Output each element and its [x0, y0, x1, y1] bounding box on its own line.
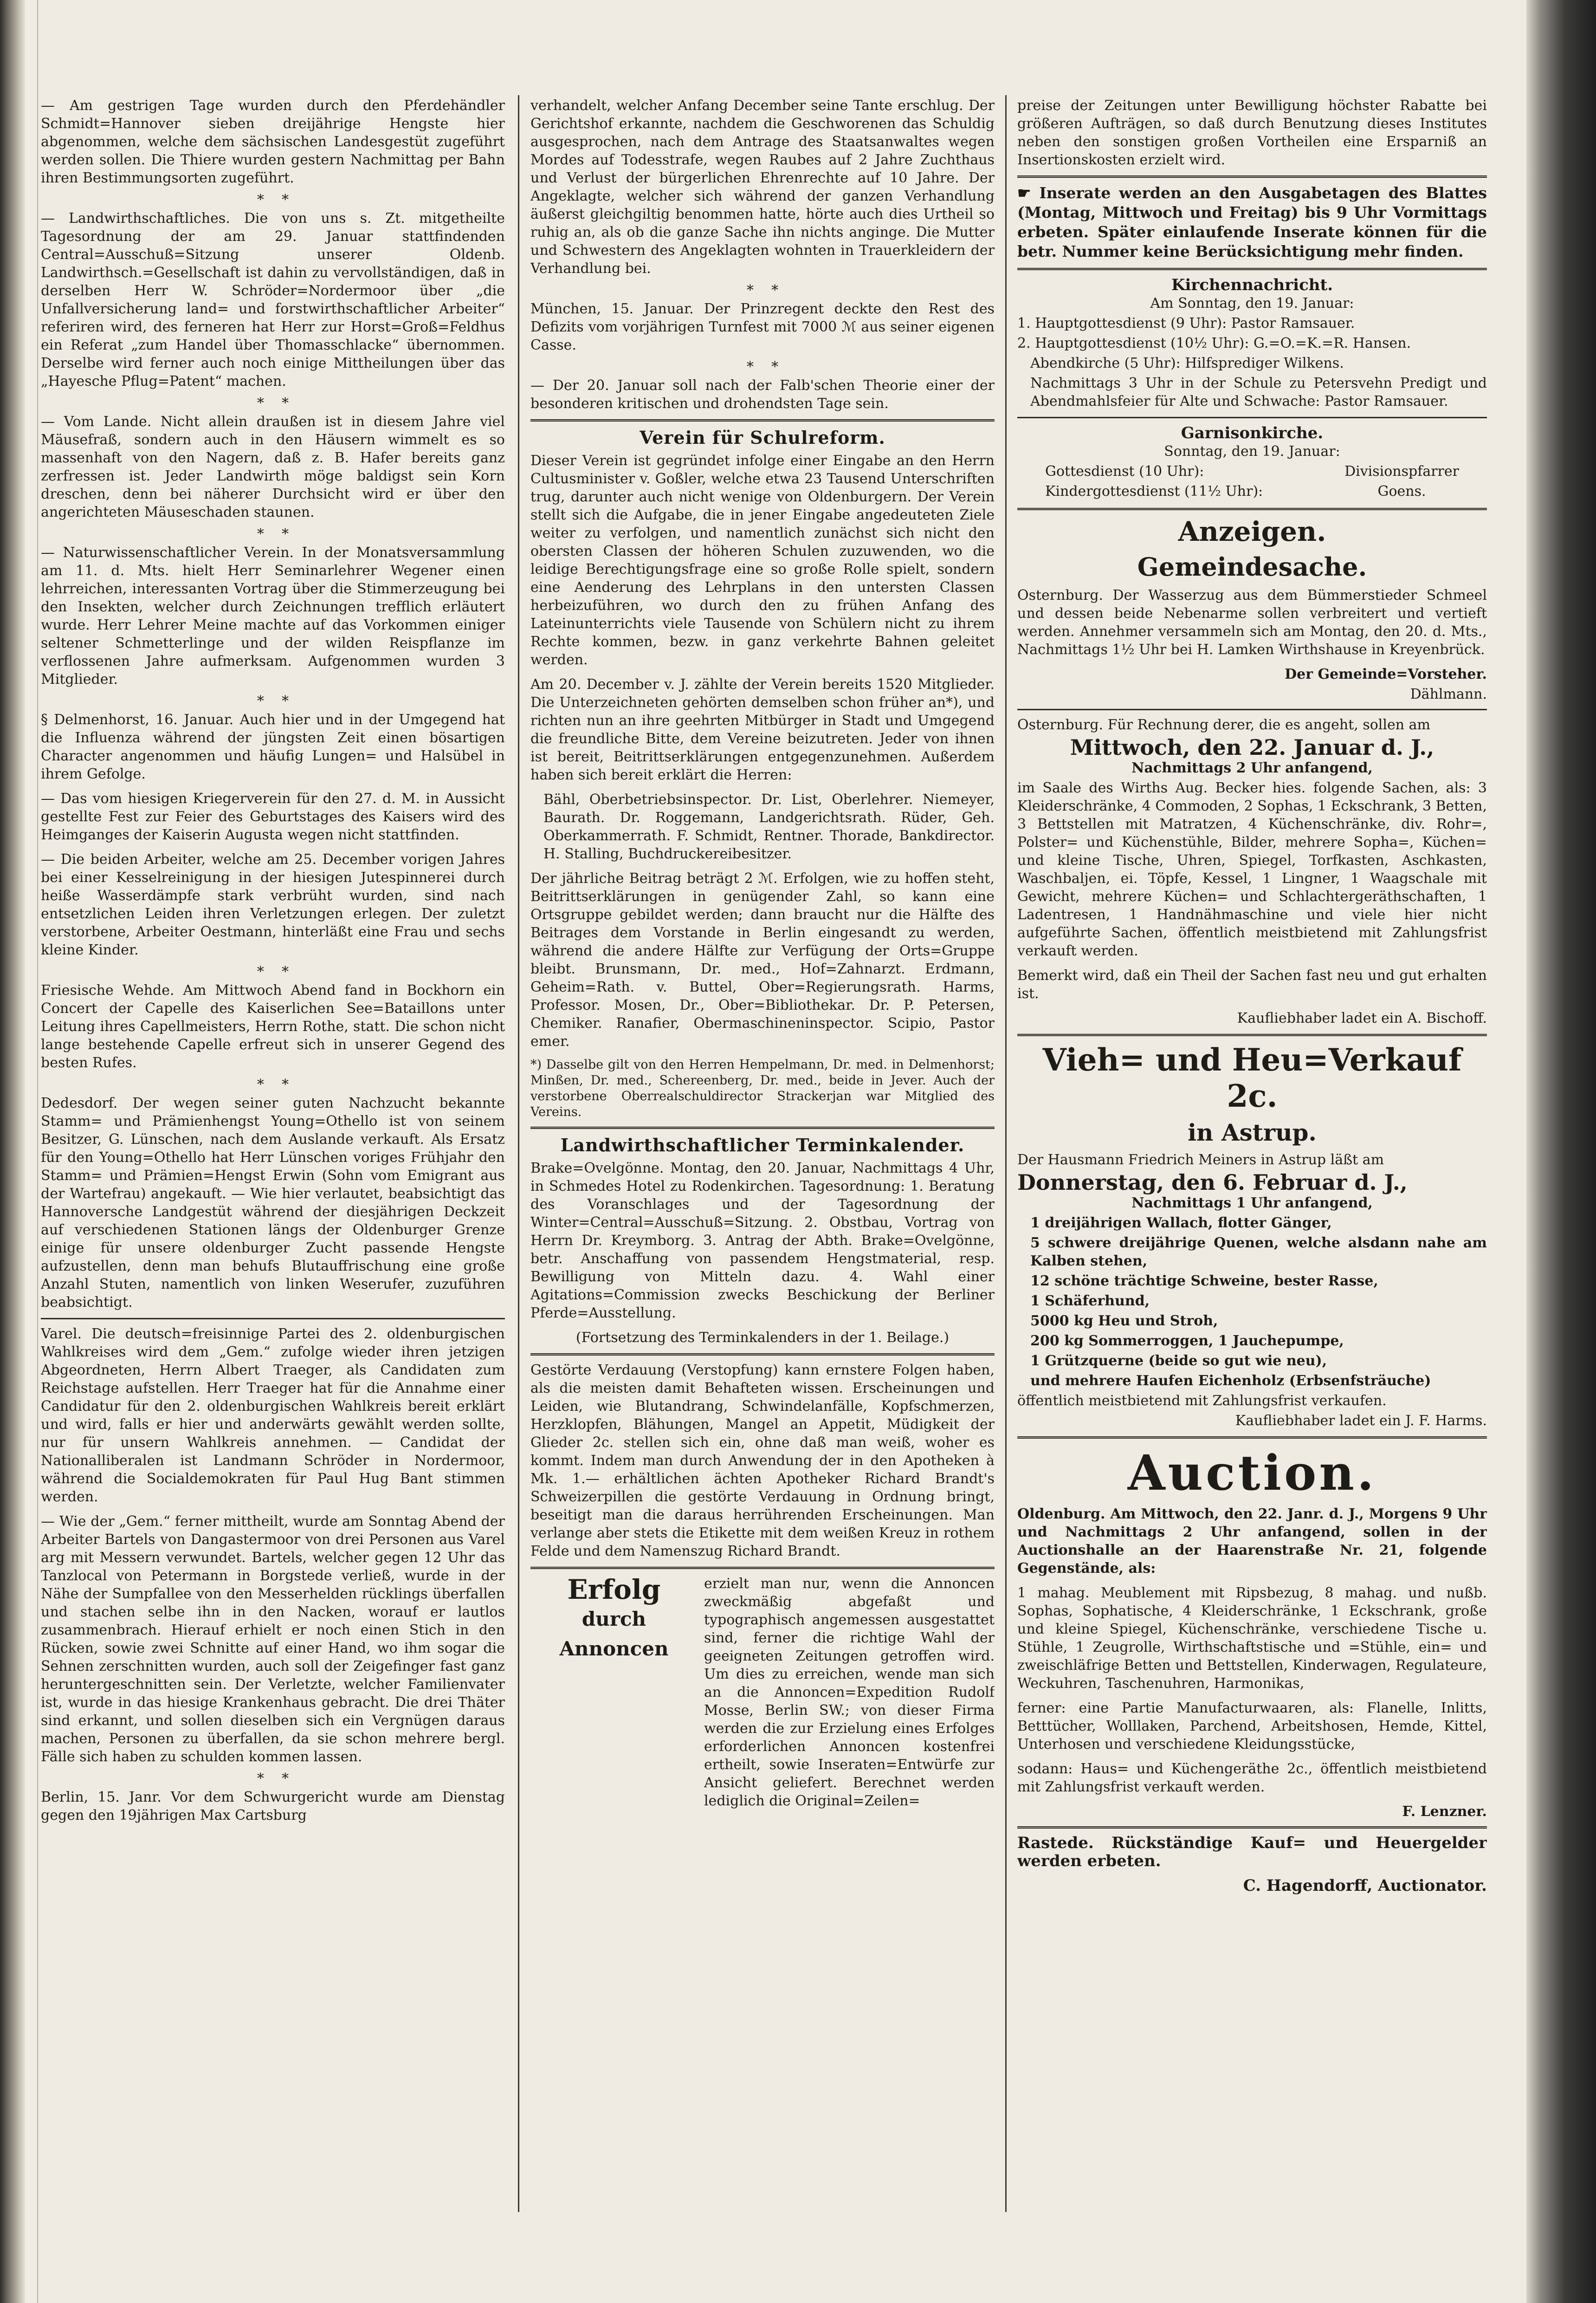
ad-erfolg-durch-annoncen: [530, 1575, 995, 1816]
termin-paragraph: Brake=Ovelgönne. Montag, den 20. Januar, Nachmittags 4 Uhr, in Schmedes Hotel zu Rodenkirchen. Tagesordnung: 1. Beratung des Voranschlages und der Tagesordnung der Winter=Central=Ausschuß=Sitzung. 2. Obstbau, Vortrag von Herrn Dr. Kreymborg. 3. Antrag der Abth. Brake=Ovelgönne, betr. Anschaffung von passendem Hengstmaterial, resp. Bewilligung von Mitteln dazu. 4. Wahl einer Agitations=Commission zwecks Beschickung der Berliner Pferde=Ausstellung.: [530, 1160, 995, 1321]
auction-items-3: sodann: Haus= und Küchengeräthe 2c., öffentlich meistbietend mit Zahlungsfrist verkauft werden.: [1017, 1761, 1487, 1795]
auction-intro: Oldenburg. Am Mittwoch, den 22. Janr. d. J., Morgens 9 Uhr und Nachmittags 2 Uhr anfangend, sollen in der Auctionshalle an der Haarenstraße Nr. 21, folgende Gegenstände, als:: [1017, 1506, 1487, 1576]
ad-erfolg-continued: preise der Zeitungen unter Bewilligung höchster Rabatte bei größeren Aufträgen, so daß durch Benutzung dieses Institutes neben den sonstigen großen Vortheilen eine Ersparniß an Insertionskosten erzielt wird.: [1017, 97, 1487, 168]
heading-auction: Auction.: [1127, 1444, 1377, 1501]
section-rule: [1017, 175, 1487, 178]
heading-gemeindesache: Gemeindesache.: [1137, 552, 1367, 582]
newspaper-page: [41, 0, 1498, 2303]
vieh-signature: Kaufliebhaber ladet ein J. F. Harms.: [1235, 1413, 1487, 1429]
section-rule: [1017, 268, 1487, 270]
heading-anzeigen: Anzeigen.: [1178, 516, 1326, 547]
column-1: [41, 97, 505, 1831]
article-berlin: Berlin, 15. Janr. Vor dem Schwurgericht wurde am Dienstag gegen den 19jährigen Max Cartsburg: [41, 1789, 505, 1823]
kirche-line-3: Abendkirche (5 Uhr): Hilfsprediger Wilkens.: [1030, 355, 1344, 371]
article-varel: Varel. Die deutsch=freisinnige Partei des 2. oldenburgischen Wahlkreises wird dem „Gem.“ zufolge wieder ihren jetzigen Abgeordneten, Herrn Albert Traeger, als Candidaten zum Reichstage aufstellen. Herr Traeger hat für die Annahme einer Candidatur für den 2. oldenburgischen Wahlkreis bereit erklärt und wird, falls er hier und anderwärts gewählt werden sollte, nur für unsern Wahlkreis annehmen. — Candidat der Nationalliberalen ist Landmann Schröder in Nordermoor, während die Socialdemokraten für Paul Hug Bant stimmen werden.: [41, 1326, 505, 1505]
anz-signature-2: Dählmann.: [1410, 686, 1487, 702]
vieh-item-3: 12 schöne trächtige Schweine, bester Rasse,: [1030, 1273, 1378, 1289]
ost-intro: Osternburg. Für Rechnung derer, die es angeht, sollen am: [1017, 717, 1430, 733]
article-landwirthschaftliches: — Landwirthschaftliches. Die von uns s. Zt. mitgetheilte Tagesordnung der am 29. Januar stattfindenden Central=Ausschuß=Sitzung unserer Oldenb. Landwirthsch.=Gesellschaft ist dahin zu vervollständigen, daß in derselben Herr W. Schröder=Nordermoor über „die Unfallversicherung land= und forstwirthschaftlicher Arbeiter“ referiren wird, des ferneren hat Herr zur Horst=Groß=Feldhus ein Referat „zum Handel über Thomasschlacke“ übernommen. Derselbe wird ferner auch noch einige Mittheilungen über das „Hayesche Pflug=Patent“ machen.: [41, 210, 505, 389]
separator-asterisk: * *: [746, 359, 779, 375]
vieh-time: Nachmittags 1 Uhr anfangend,: [1131, 1195, 1373, 1211]
vieh-item-1: 1 dreijährigen Wallach, flotter Gänger,: [1030, 1215, 1332, 1231]
article-hengste: — Am gestrigen Tage wurden durch den Pferdehändler Schmidt=Hannover sieben dreijährige Hengste hier abgenommen, welche dem sächsischen Landesgestüt zugeführt werden sollen. Die Thiere wurden gestern Nachmittag per Bahn ihren Bestimmungsorten zugeführt.: [41, 97, 505, 186]
auction-signature: F. Lenzner.: [1402, 1803, 1487, 1820]
vieh-item-8: und mehrere Haufen Eichenholz (Erbsenfsträuche): [1030, 1373, 1431, 1389]
auction-items-1: 1 mahag. Meublement mit Ripsbezug, 8 mahag. und nußb. Sophas, Sophatische, 4 Kleiderschränke, 1 Eckschrank, große und kleine Spiegel, Küchenschränke, verschiedene Tische u. Stühle, 1 Zeugrolle, Wirthschaftstische und =Stühle, ein= und zweischläfrige Betten und Bettstellen, Kinderwagen, Regulateure, Weckuhren, Taschenuhren, Harmonikas,: [1017, 1585, 1487, 1692]
termin-continuation: (Fortsetzung des Terminkalenders in der 1. Beilage.): [575, 1330, 950, 1346]
vieh-item-4: 1 Schäferhund,: [1030, 1293, 1150, 1309]
heading-garnisonkirche: Garnisonkirche.: [1181, 424, 1324, 442]
separator-asterisk: * *: [746, 282, 779, 298]
kirche-line-2: 2. Hauptgottesdienst (10½ Uhr): G.=O.=K.=R. Hansen.: [1017, 335, 1411, 351]
section-rule: [530, 1567, 995, 1569]
section-rule: [530, 1353, 995, 1356]
left-page-edge: [0, 0, 25, 2303]
separator-asterisk: * *: [257, 693, 289, 709]
article-arbeiter: — Die beiden Arbeiter, welche am 25. December vorigen Jahres bei einer Kesselreinigung in der hiesigen Jutespinnerei durch heiße Wasserdämpfe stark verbrüht wurden, sind nach entsetzlichen Leiden ihren Verletzungen erlegen. Der zuletzt verstorbene, Arbeiter Oestmann, hinterläßt eine Frau und sechs kleine Kinder.: [41, 851, 505, 958]
right-page-edge: [1526, 0, 1596, 2303]
article-muenchen: München, 15. Januar. Der Prinzregent deckte den Rest des Defizits vom vorjährigen Turnfest mit 7000 ℳ aus seiner eigenen Casse.: [530, 301, 995, 353]
article-varel-messer: — Wie der „Gem.“ ferner mittheilt, wurde am Sonntag Abend der Arbeiter Bartels von Dangastermoor von drei Personen aus Varel arg mit Messern verwundet. Bartels, welcher gegen 12 Uhr das Tanzlocal von Petermann in Borgstede verließ, wurde in der Nähe der Sumpfallee von den Messerhelden rücklings überfallen und stachen selbe ihn in den Nacken, worauf er lautlos zusammenbrach. Hierauf erhielt er noch einen Stich in den Rücken, sowie zwei Schnitte auf einer Hand, wo ihm sogar die Sehnen zerschnitten wurden, auch soll der Zeigefinger fast ganz heruntergeschnitten sein. Der Verletzte, welcher Familienvater ist, wurde in das hiesige Krankenhaus gebracht. Die drei Thäter sind erkannt, und sollen dieselben sich ein Vergnügen daraus machen, Personen zu überfallen, da sie schon mehrere bergl. Fälle sich haben zu schulden kommen lassen.: [41, 1513, 505, 1765]
separator-asterisk: * *: [257, 526, 289, 542]
article-20-januar: — Der 20. Januar soll nach der Falb'schen Theorie einer der besonderen kritischen und drohendsten Tage sein.: [530, 377, 995, 412]
article-dedesdorf: Dedesdorf. Der wegen seiner guten Nachzucht bekannte Stamm= und Prämienhengst Young=Othello ist von seinem Besitzer, G. Lünschen, nach dem Auslande verkauft. Als Ersatz für den Young=Othello hat Herr Lünschen voriges Frühjahr den Stamm= und Prämien=Hengst Erwin (Sohn vom Emigrant aus der Wartefrau) angekauft. — Wie hier verlautet, beabsichtigt das Hannoversche Landgestüt während der diesjährigen Deckzeit auf verschiedenen Stationen längs der Oldenburger Grenze einige für unsere oldenburger Zucht passende Hengste aufzustellen, denn man behufs Blutauffrischung eine große Anzahl Stuten, namentlich von linken Weserufer, zuzuführen beabsichtigt.: [41, 1095, 505, 1310]
heading-verein-schulreform: Verein für Schulreform.: [640, 427, 885, 448]
anz-signature-1: Der Gemeinde=Vorsteher.: [1285, 666, 1487, 682]
kirche-line-4: Nachmittags 3 Uhr in der Schule zu Petersvehn Predigt und Abendmahlsfeier für Alte und Schwache: Pastor Ramsauer.: [1030, 375, 1487, 409]
verein-paragraph-4: Der jährliche Beitrag beträgt 2 ℳ. Erfolgen, wie zu hoffen steht, Beitrittserklärungen in genügender Zahl, so kann eine Ortsgruppe gebildet werden; dann braucht nur die Hälfte des Beitrages dem Vorstande in Berlin eingesandt zu werden, während die andere Hälfte zur Verfügung der Orts=Gruppe bleibt. Brunsmann, Dr. med., Hof=Zahnarzt. Erdmann, Geheim=Rath. v. Buttel, Ober=Regierungsrath. Harms, Professor. Mosen, Dr., Ober=Bibliothekar. Dr. P. Petersen, Chemiker. Ranafier, Obermaschineninspector. Scipio, Pastor emer.: [530, 870, 995, 1050]
section-rule: [530, 419, 995, 422]
ost-time: Nachmittags 2 Uhr anfangend,: [1131, 760, 1373, 776]
section-rule: [1017, 1826, 1487, 1829]
heading-vieh-heu-verkauf: Vieh= und Heu=Verkauf 2c.: [1042, 1042, 1462, 1114]
vieh-date: Donnerstag, den 6. Februar d. J.,: [1017, 1170, 1408, 1195]
column-2: [530, 97, 995, 1816]
garnison-preacher-1: Divisionspfarrer: [1344, 463, 1459, 480]
section-rule: [1017, 508, 1487, 510]
vieh-item-5: 5000 kg Heu und Stroh,: [1030, 1313, 1218, 1329]
ad-erfolg-text: erzielt man nur, wenn die Annoncen zweckmäßig abgefaßt und typographisch angemessen ausgestattet sind, ferner die richtige Wahl der geeigneten Zeitungen getroffen wird. Um dies zu erreichen, wende man sich an die Annoncen=Expedition Rudolf Mosse, Berlin SW.; von dieser Firma werden die zur Erzielung eines Erfolges erforderlichen Annoncen kostenfrei ertheilt, sowie Inseraten=Entwürfe zur Ansicht geliefert. Berechnet werden lediglich die Original=Zeilen=: [704, 1576, 995, 1809]
notice-inserate: ☛ Inserate werden an den Ausgabetagen des Blattes (Montag, Mittwoch und Freitag) bis 9 Uhr Vormittags erbeten. Später einlaufende Inserate können für die betr. Nummer keine Berücksichtigung mehr finden.: [1017, 184, 1487, 260]
separator-asterisk: * *: [257, 1077, 289, 1093]
adjacent-page-strip: [25, 0, 38, 2303]
heading-kirchennachricht: Kirchennachricht.: [1171, 276, 1333, 294]
garnison-date: Sonntag, den 19. Januar:: [1164, 443, 1340, 460]
section-rule: [41, 1318, 505, 1319]
ost-date: Mittwoch, den 22. Januar d. J.,: [1070, 735, 1434, 760]
column-3: [1017, 97, 1487, 1897]
garnison-line-1: Gottesdienst (10 Uhr):: [1045, 463, 1204, 480]
kirche-line-1: 1. Hauptgottesdienst (9 Uhr): Pastor Ramsauer.: [1017, 315, 1355, 331]
section-rule: [1017, 1034, 1487, 1036]
section-rule: [530, 1127, 995, 1129]
ad-erfolg-head2: durch Annoncen: [559, 1608, 669, 1660]
separator-asterisk: * *: [257, 192, 289, 208]
verein-paragraph-1: Dieser Verein ist gegründet infolge einer Eingabe an den Herrn Cultusminister v. Goßler, welche etwa 23 Tausend Unterschriften trug, darunter auch nicht wenige von Oldenburgern. Der Verein stellt sich die Aufgabe, die in jener Eingabe angedeuteten Ziele weiter zu verfolgen, und namentlich zunächst sich nicht den obersten Classen der höheren Schulen zuzuwenden, wo die leidige Berechtigungsfrage eine so große Rolle spielt, sondern eine Aenderung des Lehrplans in den untersten Classen herbeizuführen, wo durch den zu frühen Anfang des Lateinunterrichts viele Tausende von Schülern nicht zu ihrem Rechte kommen, bezw. in ganz verkehrte Bahnen geleitet werden.: [530, 453, 995, 668]
vieh-item-6: 200 kg Sommerroggen, 1 Jauchepumpe,: [1030, 1333, 1344, 1349]
section-rule: [1017, 417, 1487, 418]
article-berlin-continued: verhandelt, welcher Anfang December seine Tante erschlug. Der Gerichtshof erkannte, nachdem die Geschworenen das Schuldig ausgesprochen, nach dem Antrage des Staatsanwaltes wegen Mordes auf Todesstrafe, wegen Raubes auf 2 Jahre Zuchthaus und Verlust der bürgerlichen Ehrenrechte auf 10 Jahre. Der Angeklagte, welcher sich während der ganzen Verhandlung äußerst gleichgiltig benommen hatte, hörte auch dies Urtheil so ruhig an, als ob die ganze Sache ihn nichts anginge. Die Mutter und Schwestern des Angeklagten wohnten in Trauerkleidern der Verhandlung bei.: [530, 97, 995, 277]
vieh-terms: öffentlich meistbietend mit Zahlungsfrist verkaufen.: [1017, 1393, 1387, 1409]
vieh-intro: Der Hausmann Friedrich Meiners in Astrup läßt am: [1017, 1152, 1384, 1168]
verein-members-1: Bähl, Oberbetriebsinspector. Dr. List, Oberlehrer. Niemeyer, Baurath. Dr. Roggemann, Landgerichtsrath. Rüder, Geh. Oberkammerrath. F. Schmidt, Rentner. Thorade, Bankdirector. H. Stalling, Buchdruckereibesitzer.: [543, 791, 995, 862]
kirche-date: Am Sonntag, den 19. Januar:: [1150, 295, 1354, 311]
article-friesische-wehde: Friesische Wehde. Am Mittwoch Abend fand in Bockhorn ein Concert der Capelle des Kaiserlichen See=Bataillons unter Leitung ihres Capellmeisters, Herrn Rothe, statt. Die schon nicht lange bestehende Capelle erfreut sich in unserer Gegend des besten Rufes.: [41, 982, 505, 1071]
vieh-item-2: 5 schwere dreijährige Quenen, welche alsdann nahe am Kalben stehen,: [1030, 1235, 1487, 1269]
separator-asterisk: * *: [257, 395, 289, 411]
verein-paragraph-2: Am 20. December v. J. zählte der Verein bereits 1520 Mitglieder. Die Unterzeichneten gehörten demselben schon früher an*), und richten nun an ihre geehrten Mitbürger in Stadt und Umgegend die freundliche Bitte, dem Vereine beizutreten. Jeder von ihnen ist bereit, Beitrittserklärungen entgegenzunehmen. Außerdem haben sich bereit erklärt die Herren:: [530, 676, 995, 783]
ad-gestoerte-verdauung: Gestörte Verdauung (Verstopfung) kann ernstere Folgen haben, als die meisten damit Behafteten wissen. Erscheinungen und Leiden, wie Blutandrang, Schwindelanfälle, Kopfschmerzen, Herzklopfen, Blähungen, Mangel an Appetit, Müdigkeit der Glieder 2c. stellen sich ein, ohne daß man weiß, woher es kommt. Indem man durch Anwendung der in den Apotheken à Mk. 1.— erhältlichen ächten Apotheker Richard Brandt's Schweizerpillen die gestörte Verdauung in Ordnung bringt, beseitigt man die daraus herrührenden Erscheinungen. Man verlange aber stets die Etikette mit dem weißen Kreuz in rothem Felde und dem Namenszug Richard Brandt.: [530, 1362, 995, 1559]
verein-footnote: *) Dasselbe gilt von den Herren Hempelmann, Dr. med. in Delmenhorst; Minßen, Dr. med., Schereenberg, Dr. med., beide in Jever. Auch der verstorbene Oberrealschuldirector Strackerjan war Mitglied des Vereins.: [530, 1057, 995, 1119]
anz-osternburg-wasserzug: Osternburg. Der Wasserzug aus dem Bümmerstieder Schmeel und dessen beide Nebenarme sollen verbreitert und vertieft werden. Annehmer versammeln sich am Montag, den 20. d. Mts., Nachmittags 1½ Uhr bei H. Lamken Wirthshause in Kreyenbrück.: [1017, 587, 1487, 658]
article-delmenhorst: § Delmenhorst, 16. Januar. Auch hier und in der Umgegend hat die Influenza während der jüngsten Zeit einen bösartigen Character angenommen und häufig Lungen= und Halsübel in ihrem Gefolge.: [41, 712, 505, 782]
garnison-services: [1017, 462, 1487, 502]
heading-in-astrup: in Astrup.: [1188, 1119, 1317, 1146]
article-vom-lande: — Vom Lande. Nicht allein draußen ist in diesem Jahre viel Mäusefraß, sondern auch in den Häusern wimmelt es so massenhaft von den Nagern, daß z. B. Hafer bereits ganz zerfressen ist. Jeder Landwirth möge baldigst sein Korn dreschen, denn bei näherer Durchsicht wird er über den angerichteten Mäuseschaden staunen.: [41, 414, 505, 520]
section-rule: [1017, 1436, 1487, 1439]
column-rule: [518, 95, 519, 2212]
garnison-preacher-2: Goens.: [1377, 483, 1426, 500]
separator-asterisk: * *: [257, 1771, 289, 1787]
article-naturwissenschaftlicher-verein: — Naturwissenschaftlicher Verein. In der Monatsversammlung am 11. d. Mts. hielt Herr Seminarlehrer Wegener einen lehrreichen, interessanten Vortrag über die Stimmerzeugung bei den Insekten, welcher durch Zeichnungen trefflich erläutert wurde. Herr Lehrer Meine machte auf das Vorkommen einiger seltener Schmetterlinge und der wilden Reispflanze im verflossenen Jahre aufmerksam. Aufgenommen wurden 3 Mitglieder.: [41, 545, 505, 688]
ost-signature: Kaufliebhaber ladet ein A. Bischoff.: [1237, 1010, 1487, 1026]
separator-asterisk: * *: [257, 964, 289, 980]
vieh-item-7: 1 Grützquerne (beide so gut wie neu),: [1030, 1353, 1327, 1369]
ad-erfolg-heading: [530, 1575, 698, 1816]
garnison-line-2: Kindergottesdienst (11½ Uhr):: [1045, 483, 1263, 500]
ost-note: Bemerkt wird, daß ein Theil der Sachen fast neu und gut erhalten ist.: [1017, 967, 1487, 1002]
auction-items-2: ferner: eine Partie Manufacturwaaren, als: Flanelle, Inlitts, Betttücher, Wolllaken, Parchend, Arbeitshosen, Hemde, Kittel, Unterhosen und verschiedene Kleidungsstücke,: [1017, 1700, 1487, 1752]
section-rule: [1017, 709, 1487, 710]
rastede-signature: C. Hagendorff, Auctionator.: [1243, 1876, 1487, 1895]
ad-erfolg-head1: Erfolg: [567, 1574, 661, 1605]
ost-items: im Saale des Wirths Aug. Becker hies. folgende Sachen, als: 3 Kleiderschränke, 4 Commoden, 2 Sophas, 1 Eckschrank, 3 Betten, 3 Bettstellen mit Matratzen, 4 Küchenschränke, div. Rohr=, Polster= und Küchenstühle, Bilder, mehrere Sopha=, Küchen= und kleine Tische, Uhren, Spiegel, Torfkasten, Aschkasten, Waschbaljen, ei. Töpfe, Kessel, 1 Lingner, 1 Waagschale mit Gewicht, mehrere Küchen= und Schlachtergeräthschaften, 1 Ladentresen, 1 Handnähmaschine und viele hier nicht aufgeführte Sachen, öffentlich meistbietend mit Zahlungsfrist verkauft werden.: [1017, 780, 1487, 959]
ad-rastede: Rastede. Rückständige Kauf= und Heuergelder werden erbeten.: [1017, 1834, 1487, 1870]
heading-terminkalender: Landwirthschaftlicher Terminkalender.: [560, 1135, 965, 1155]
column-rule: [1005, 95, 1007, 2212]
article-kriegerverein: — Das vom hiesigen Kriegerverein für den 27. d. M. in Aussicht gestellte Fest zur Feier des Geburtstages des Kaisers wird des Heimganges der Kaiserin Augusta wegen nicht stattfinden.: [41, 791, 505, 843]
